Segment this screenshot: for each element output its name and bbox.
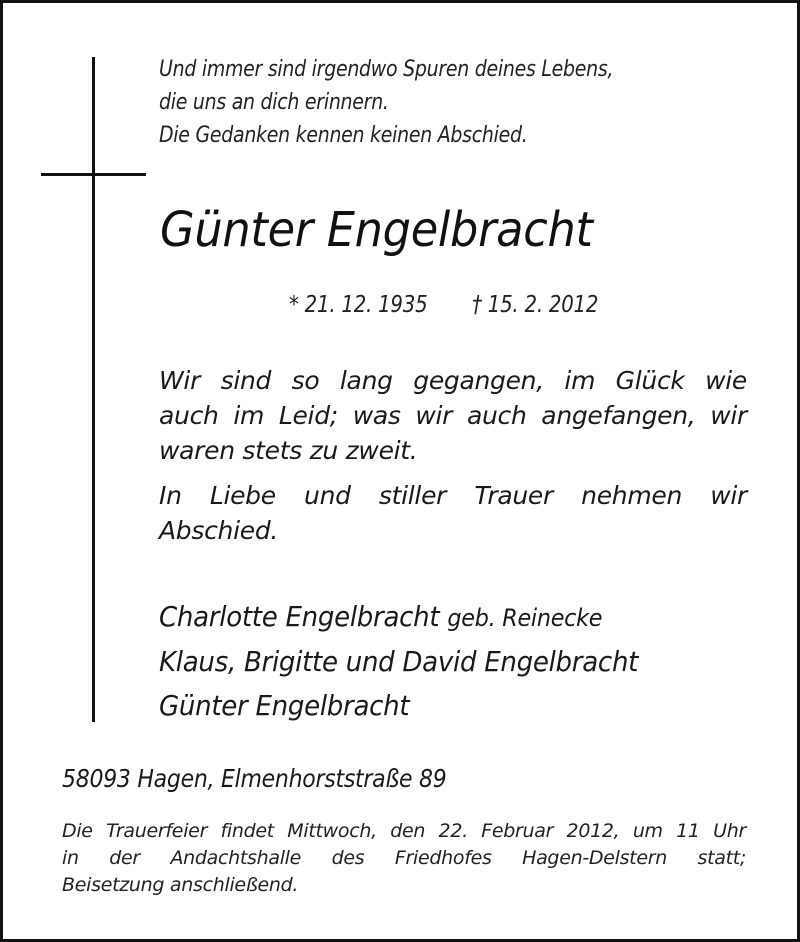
ceremony-line: Beisetzung anschließend. <box>62 874 299 896</box>
opening-quote <box>159 53 692 152</box>
mourner-name: Klaus, Brigitte und David Engelbracht <box>159 645 639 678</box>
birth-date: * 21. 12. 1935 <box>289 292 428 318</box>
mourner-name: Günter Engelbracht <box>159 689 410 722</box>
deceased-name: Günter Engelbracht <box>160 202 593 258</box>
ceremony-line: Die Trauerfeier findet Mittwoch, den 22. Februar 2012, um 11 Uhr <box>62 820 746 842</box>
verse-line: Wir sind so lang gegangen, im Glück wie <box>159 366 747 395</box>
verse-paragraph <box>159 363 747 468</box>
quote-line: die uns an dich erinnern. <box>159 90 389 115</box>
life-dates <box>289 289 598 321</box>
memorial-verse <box>159 363 747 558</box>
cross-icon-horizontal-beam <box>41 173 146 176</box>
mourner-maiden-name: geb. Reinecke <box>447 604 603 632</box>
mourner-entry <box>159 640 638 684</box>
cross-icon-vertical-beam <box>92 57 95 722</box>
verse-line: Abschied. <box>159 516 279 545</box>
verse-line: auch im Leid; was wir auch angefangen, wir <box>159 401 747 430</box>
ceremony-details <box>62 818 746 899</box>
verse-line: waren stets zu zweit. <box>159 436 418 465</box>
quote-line: Die Gedanken kennen keinen Abschied. <box>159 123 528 148</box>
family-address: 58093 Hagen, Elmenhorststraße 89 <box>62 764 447 793</box>
mourner-entry <box>159 595 638 640</box>
quote-line: Und immer sind irgendwo Spuren deines Lebens, <box>159 57 614 82</box>
farewell-paragraph <box>159 478 747 548</box>
mourner-entry <box>159 684 638 728</box>
death-date: † 15. 2. 2012 <box>472 292 599 318</box>
mourner-name: Charlotte Engelbracht <box>159 600 440 633</box>
mourners-list <box>159 595 638 728</box>
ceremony-line: in der Andachtshalle des Friedhofes Hagen-Delstern statt; <box>62 847 746 869</box>
verse-line: In Liebe und stiller Trauer nehmen wir <box>159 481 747 510</box>
